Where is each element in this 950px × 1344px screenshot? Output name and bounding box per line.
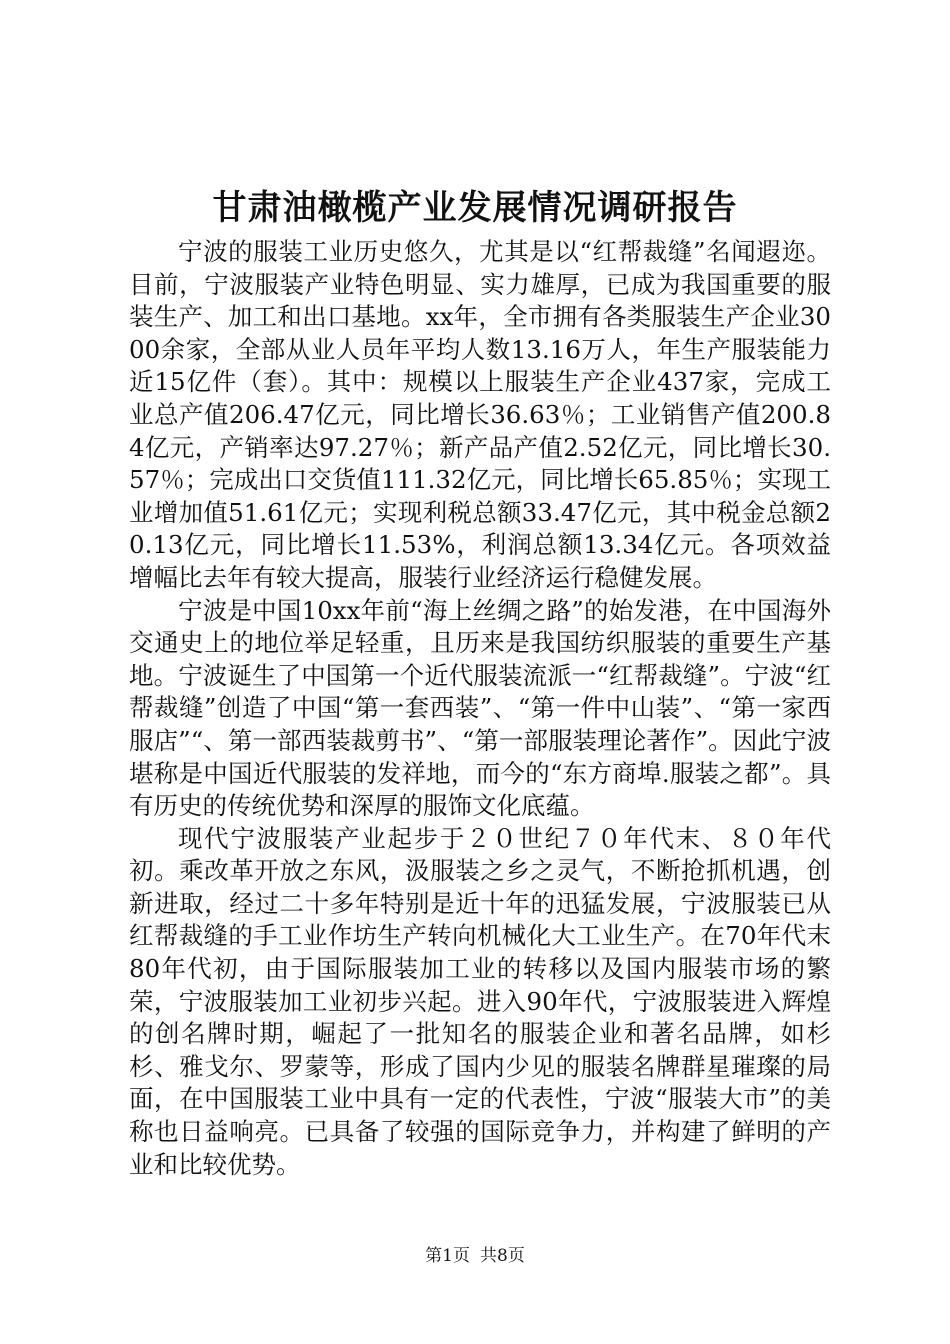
paragraph-1: 宁波的服装工业历史悠久，尤其是以“红帮裁缝”名闻遐迩。目前，宁波服装产业特色明显、实力雄厚，已成为我国重要的服装生产、加工和出口基地。xx年，全市拥有各类服装生产企业3000余家，全部从业人员年平均人数13.16万人，年生产服装能力近15亿件（套）。其中：规模以上服装生产企业437家，完成工业总产值206.47亿元，同比增长36.63％；工业销售产值200.84亿元，产销率达97.27％；新产品产值2.52亿元，同比增长30.57％；完成出口交货值111.32亿元，同比增长65.85％；实现工业增加值51.61亿元；实现利税总额33.47亿元，其中税金总额20.13亿元，同比增长11.53%，利润总额13.34亿元。各项效益增幅比去年有较大提高，服装行业经济运行稳健发展。 [129,237,831,592]
page-total: 共8页 [480,1246,525,1266]
page-footer [0,1244,950,1268]
paragraph-2: 宁波是中国10xx年前“海上丝绸之路”的始发港，在中国海外交通史上的地位举足轻重，且历来是我国纺织服装的重要生产基地。宁波诞生了中国第一个近代服装流派一“红帮裁缝”。宁波“红帮裁缝”创造了中国“第一套西装”、“第一件中山装”、“第一家西服店”“、第一部西装裁剪书”、“第一部服装理论著作”。因此宁波堪称是中国近代服装的发祥地，而今的“东方商埠.服装之都”。具有历史的传统优势和深厚的服饰文化底蕴。 [129,595,831,821]
paragraph-3: 现代宁波服装产业起步于２０世纪７０年代末、８０年代初。乘改革开放之东风，汲服装之乡之灵气，不断抢抓机遇，创新进取，经过二十多年特别是近十年的迅猛发展，宁波服装已从红帮裁缝的手工业作坊生产转向机械化大工业生产。在70年代末80年代初，由于国际服装加工业的转移以及国内服装市场的繁荣，宁波服装加工业初步兴起。进入90年代，宁波服装进入辉煌的创名牌时期，崛起了一批知名的服装企业和著名品牌，如杉杉、雅戈尔、罗蒙等，形成了国内少见的服装名牌群星璀璨的局面，在中国服装工业中具有一定的代表性，宁波“服装大市”的美称也日益响亮。已具备了较强的国际竞争力，并构建了鲜明的产业和比较优势。 [129,823,831,1179]
page-number: 第1页 [425,1246,470,1266]
document-body [129,236,831,1181]
document-title: 甘肃油橄榄产业发展情况调研报告 [212,188,738,228]
